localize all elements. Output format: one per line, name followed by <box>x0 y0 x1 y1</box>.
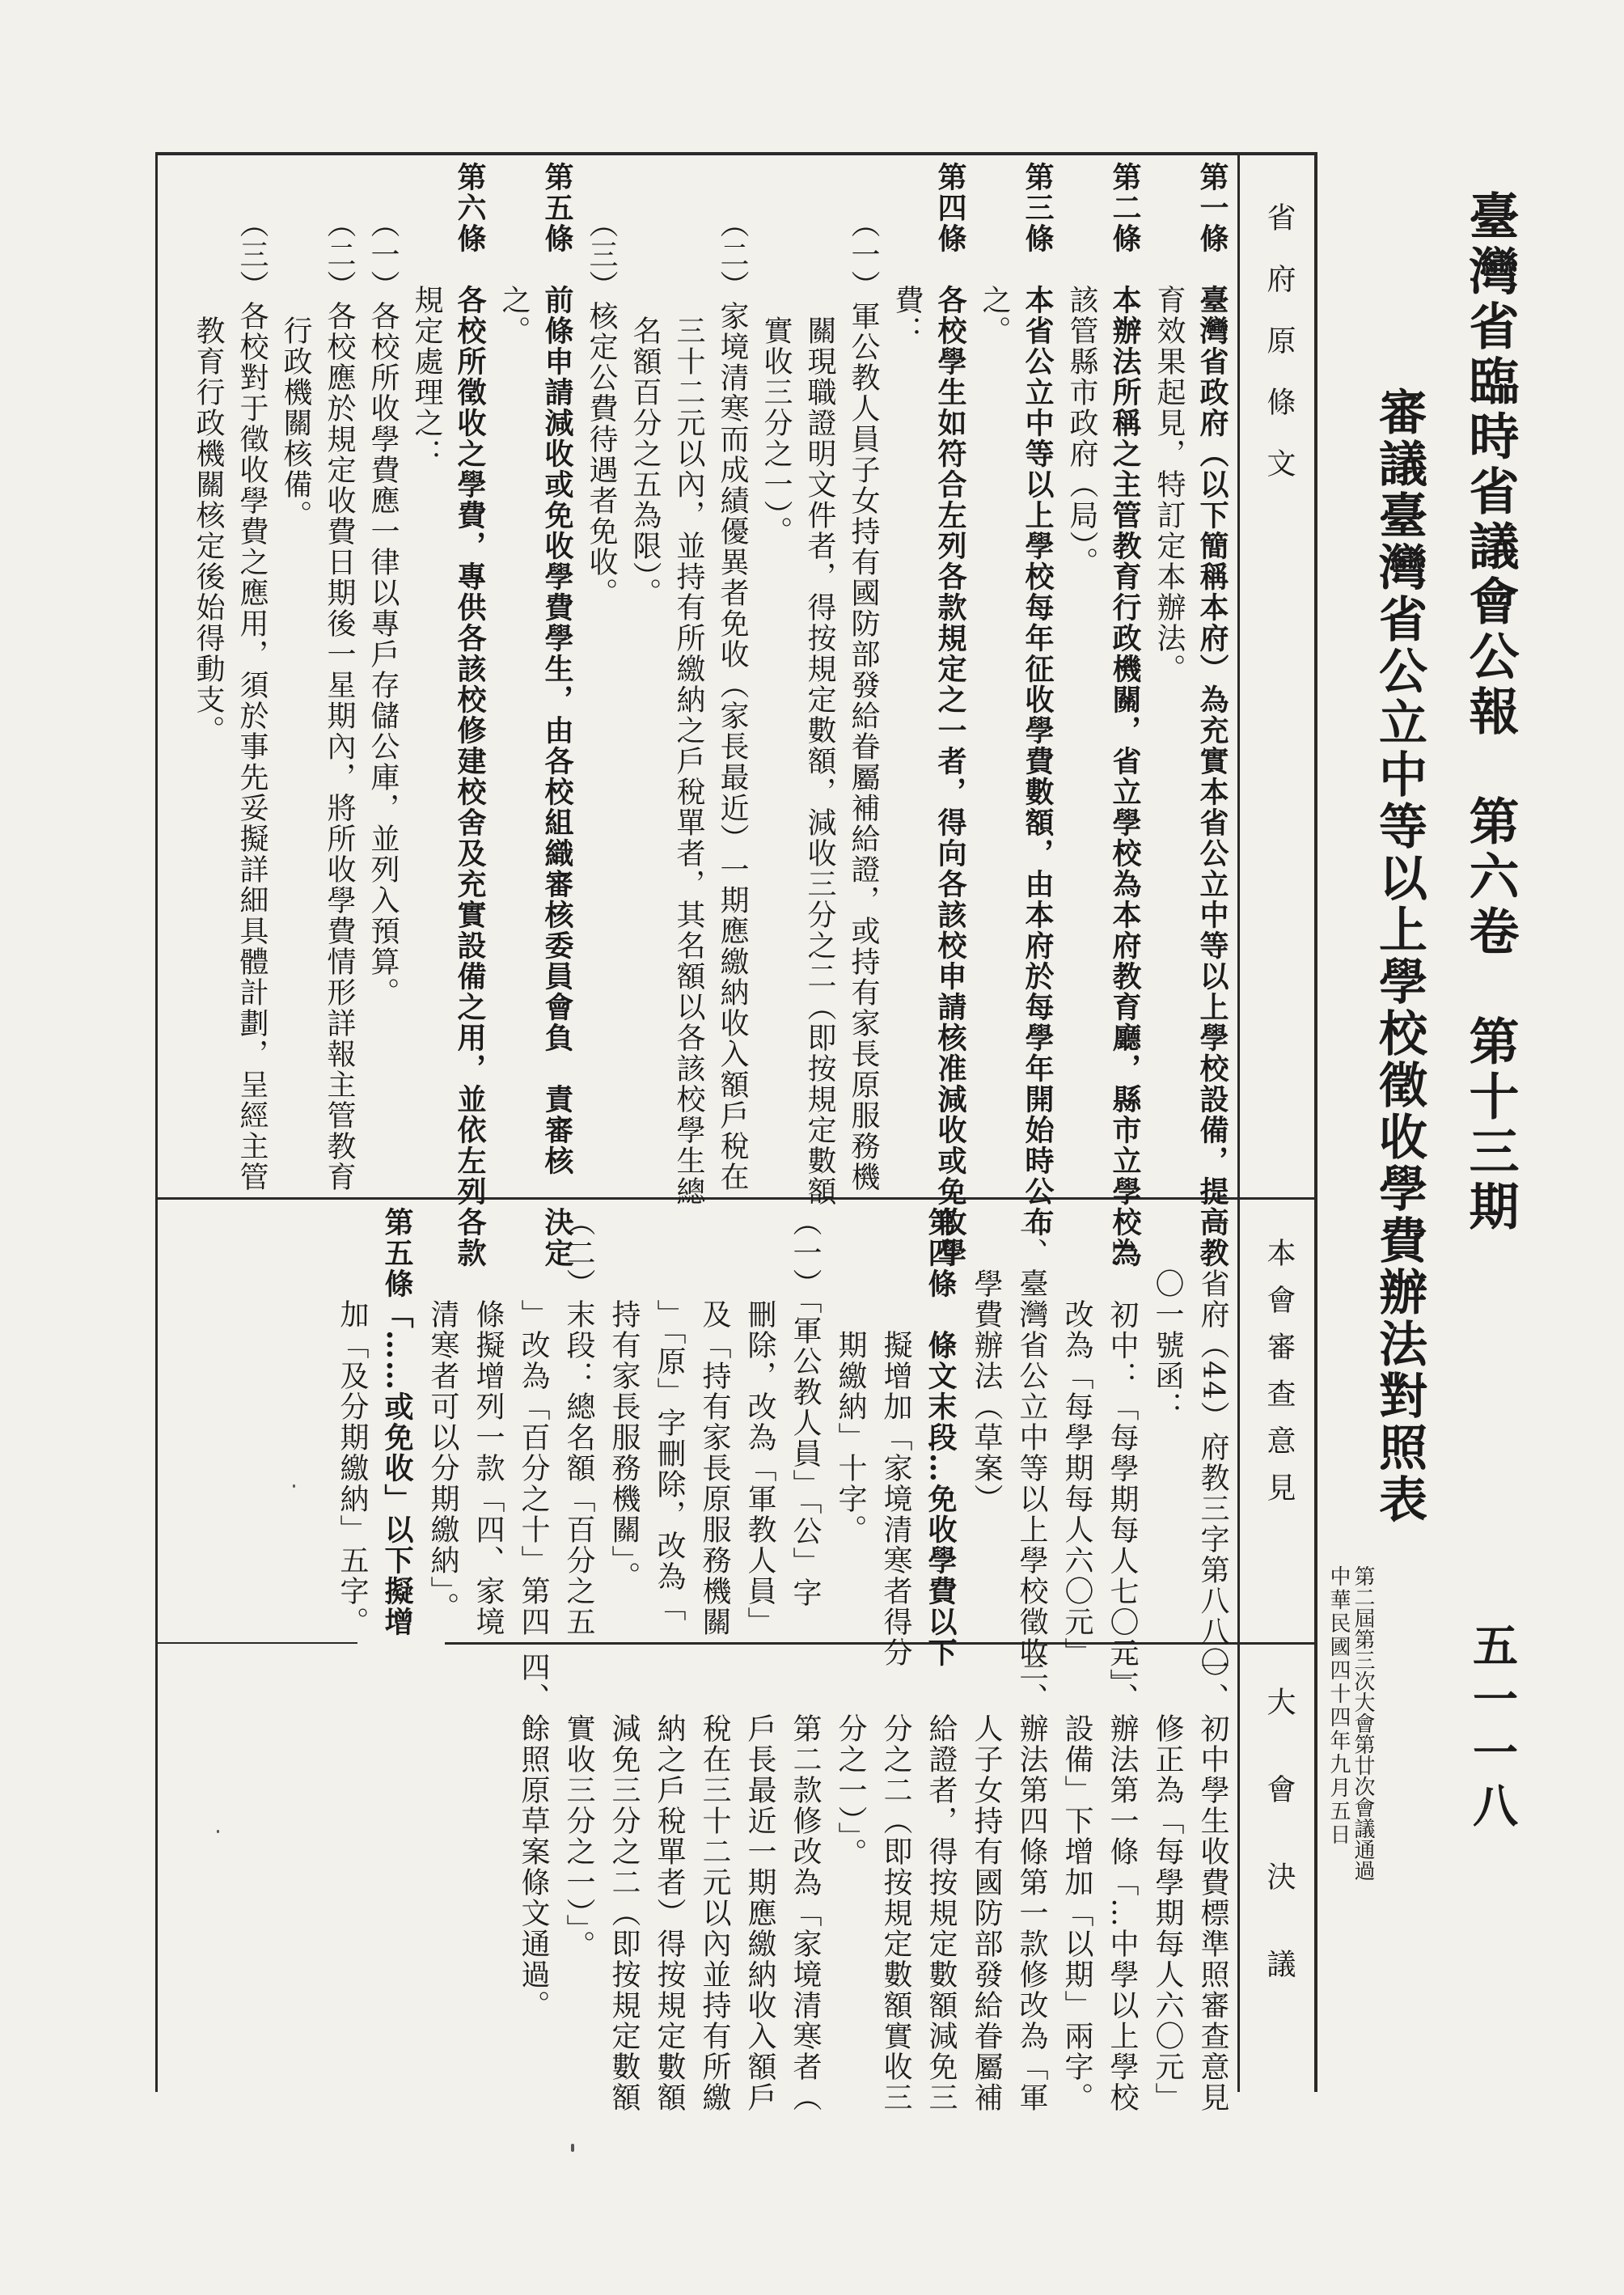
header-review-opinion: 本會審查意見 <box>1262 1238 1296 1519</box>
review-column: 1. 初中：「每學期每人七〇元」 <box>1106 1207 1139 1700</box>
resolution-column: 四、餘照原草案條文通過。 <box>517 1652 550 2021</box>
resolution-column: 修正為「每學期每人六〇元」 <box>1151 1652 1184 2113</box>
original-column: 育效果起見，特訂定本辦法。 <box>1152 162 1186 684</box>
scan-speck <box>571 2144 574 2152</box>
original-column: （二）家境清寒而成績優異者免收（家長最近）一期應繳納收入額戶稅在 <box>716 162 749 1192</box>
original-column: 之。 <box>978 162 1011 346</box>
original-column: 第一條 臺灣省政府（以下簡稱本府）為充實本省公立中等以上學校設備，提高教 <box>1195 162 1229 1268</box>
review-column: 」「原」字刪除，改為「 <box>653 1207 686 1623</box>
resolution-column: 納之戶稅單者）得按規定數額 <box>653 1652 686 2113</box>
resolution-column: 一、初中學生收費標準照審查意見 <box>1196 1652 1229 2113</box>
resolution-column: 實收三分之一）」。 <box>562 1652 595 1961</box>
original-column: （三）核定公費待遇者免收。 <box>585 162 618 608</box>
review-column: 一、省府（44）府教三字第八八〇 <box>1196 1207 1229 1678</box>
original-column: 該管縣市政府（局）。 <box>1065 162 1098 578</box>
scan-speck <box>293 1484 295 1488</box>
review-column: 第四條 條文末段…免收學費以下 <box>924 1207 958 1668</box>
resolution-column: 給證者，得按規定數額減免三 <box>924 1652 958 2113</box>
resolution-column: 人子女持有國防部發給眷屬補 <box>970 1652 1003 2113</box>
resolution-column: 二、辦法第一條「…中學以上學校 <box>1106 1652 1139 2113</box>
original-column: 教育行政機關核定後始得動支。 <box>192 162 225 746</box>
review-column: （一）「軍公教人員」「公」字 <box>789 1207 822 1608</box>
original-column: 實收三分之一）。 <box>759 162 793 547</box>
resolution-column: 第二款修改為「家境清寒者（ <box>789 1652 822 2113</box>
review-column: 加「及分期繳納」五字。 <box>336 1207 369 1637</box>
review-column: 刪除，改為「軍教人員」 <box>743 1207 776 1637</box>
review-opinion-section <box>158 1207 1233 1700</box>
table-top-border <box>155 152 1317 155</box>
review-column: 擬增加「家境清寒者得分 <box>879 1207 912 1668</box>
original-column: （一）各校所收學費應一律以專戶存儲公庫，並列入預算。 <box>366 162 400 1008</box>
resolution-column: 戶長最近一期應繳納收入額戶 <box>743 1652 776 2113</box>
original-column: 行政機關核備。 <box>279 162 312 531</box>
original-column: 第三條 本省公立中等以上學校每年征收學費數額，由本府於每學年開始時公布 <box>1021 162 1055 1238</box>
review-column: 學費辦法（草案） <box>970 1207 1003 1514</box>
resolution-column: 分之一）」。 <box>834 1652 867 1869</box>
table-right-border <box>1314 152 1317 2092</box>
review-column: 」改為「百分之十」第四 <box>517 1207 550 1637</box>
resolution-column: 設備」下增加「以期」兩字。 <box>1060 1652 1093 2113</box>
review-column: 〇一號函： <box>1151 1207 1184 1422</box>
review-column: 期繳納」十字。 <box>834 1207 867 1545</box>
review-column: 條擬增列一款「四、家境 <box>472 1207 505 1637</box>
row-divider-1 <box>155 1197 1317 1200</box>
document-title: 審議臺灣省公立中等以上學校徵收學費辦法對照表 <box>1371 387 1427 1526</box>
original-column: 第四條 各校學生如符合左列各款規定之一者，得向各該校申請核准減收或免收學 <box>933 162 967 1268</box>
review-column: 及「持有家長原服務機關 <box>698 1207 731 1637</box>
original-column: 第二條 本辦法所稱之主管教育行政機關，省立學校為本府教育廳，縣市立學校為 <box>1108 162 1142 1268</box>
original-column: 第五條 前條申請減收或免收學費學生，由各校組織審核委員會負 責審核 決定 <box>540 162 574 1268</box>
original-column: 關現職證明文件者，得按規定數額，減收三分之二（即按規定數額 <box>803 162 836 1207</box>
date-line-2: 第二屆第三次大會第廿次會議通過 <box>1351 1565 1375 1881</box>
resolution-section <box>158 1652 1233 2113</box>
original-column: 規定處理之： <box>410 162 443 469</box>
header-resolution: 大會決議 <box>1262 1687 1296 2036</box>
header-original-text: 省府原條文 <box>1262 202 1296 510</box>
resolution-column: 稅在三十二元以內並持有所繳 <box>698 1652 731 2113</box>
header-divider <box>1237 152 1240 2092</box>
review-column: 改為「每學期每人六〇元」 <box>1060 1207 1093 1668</box>
original-column: （二）各校應於規定收費日期後一星期內，將所收學費情形詳報主管教育 <box>323 162 356 1192</box>
resolution-column: 分之二（即按規定數額實收三 <box>879 1652 912 2113</box>
date-line-1: 中華民國四十四年九月五日 <box>1326 1565 1351 1847</box>
original-column: 費： <box>890 162 924 346</box>
resolution-column: 減免三分之二（即按規定數額 <box>607 1652 641 2113</box>
resolution-column: 三、辦法第四條第一款修改為「軍 <box>1015 1652 1048 2113</box>
original-column: 三十二元以內，並持有所繳納之戶稅單者，其名額以各該校學生總 <box>672 162 705 1207</box>
page-number: 五一一八 <box>1465 1622 1519 1836</box>
original-column: 之。 <box>497 162 531 346</box>
original-column: 第六條 各校所徵收之學費，專供各該校修建校舍及充實設備之用，並依左列各款 <box>453 162 487 1268</box>
review-column: 清寒者可以分期繳納」。 <box>426 1207 459 1623</box>
review-column: （二）末段：總名額「百分之五 <box>562 1207 595 1637</box>
original-column: 名額百分之五為限）。 <box>628 162 662 608</box>
review-column: 二、臺灣省公立中等以上學校徵收 <box>1015 1207 1048 1668</box>
original-text-section <box>158 162 1233 1268</box>
row-divider-2-left <box>155 1642 357 1644</box>
scan-speck <box>217 1830 219 1833</box>
review-column: 持有家長服務機關」。 <box>607 1207 641 1592</box>
original-column: （一）軍公教人員子女持有國防部發給眷屬補給證，或持有家長原服務機 <box>847 162 880 1192</box>
publication-title: 臺灣省臨時省議會公報 第六卷 第十三期 <box>1461 190 1520 1235</box>
review-column: 第五條「……或免收」以下擬增 <box>380 1207 414 1637</box>
original-column: （三）各校對于徵收學費之應用，須於事先妥擬詳細具體計劃，呈經主管 <box>235 162 269 1192</box>
